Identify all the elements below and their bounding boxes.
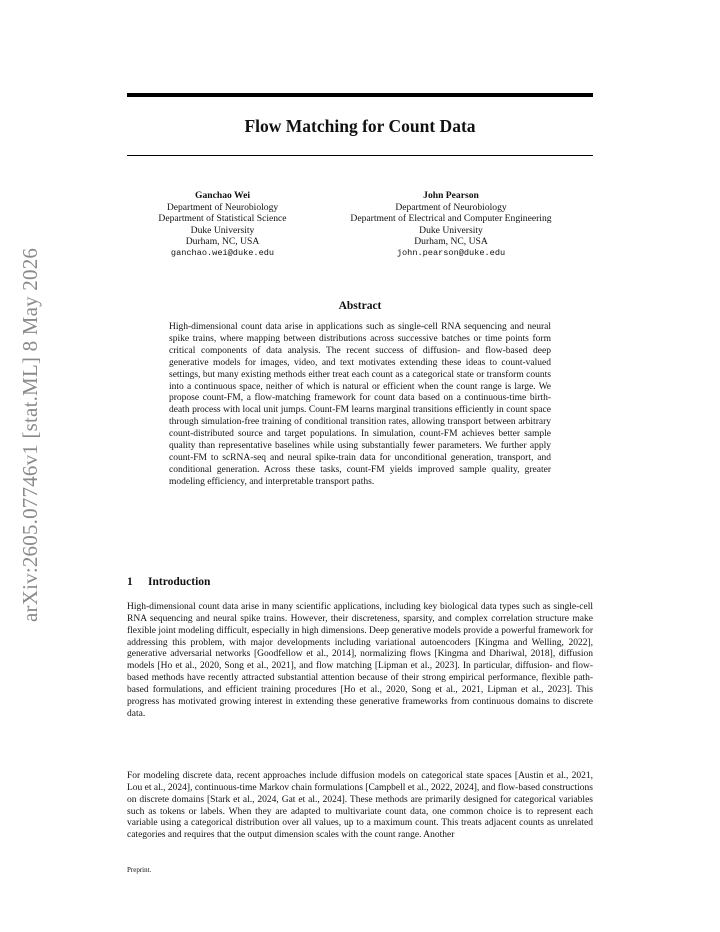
title-bottom-rule xyxy=(127,155,593,156)
body-paragraph: For modeling discrete data, recent approaches include diffusion models on categorical state spaces [Austin et al., 2021, Lou et al., 2024], continuous-time Markov chain formulations [Campbell et al., 2022, 2024], and flow-based constructions on discrete domains [Stark et al., 2024, Gat et al., 2024]. These methods are primarily designed for categorical variables such as tokens or labels. When they are adapted to multivariate count data, one common choice is to represent each variable using a categorical distribution over all values, up to a maximum count. This treats adjacent counts as unrelated categories and requires that the output dimension scales with the count range. Another xyxy=(127,771,593,841)
author-affiliation: Durham, NC, USA xyxy=(414,236,488,248)
arxiv-identifier-stamp xyxy=(18,162,48,622)
section-title: Introduction xyxy=(148,576,211,588)
abstract-heading: Abstract xyxy=(338,300,382,312)
author-name: John Pearson xyxy=(423,190,479,201)
author-affiliation: Department of Neurobiology xyxy=(395,201,507,213)
author-affiliation: Duke University xyxy=(190,224,255,236)
author-name: Ganchao Wei xyxy=(195,190,250,201)
author-block xyxy=(325,190,577,260)
arxiv-identifier-text: arXiv:2605.07746v1 [stat.ML] 8 May 2026 xyxy=(18,247,42,622)
preprint-footer: Preprint. xyxy=(127,866,152,874)
title-top-rule xyxy=(127,93,593,97)
author-email: ganchao.wei@duke.edu xyxy=(170,247,275,258)
author-affiliation: Department of Electrical and Computer Engineering xyxy=(350,213,552,225)
author-email: john.pearson@duke.edu xyxy=(396,247,506,258)
abstract-body: High-dimensional count data arise in applications such as single-cell RNA sequencing and neural spike trains, where mapping between distributions across successive batches or time points form critical components of data analysis. The recent success of diffusion- and flow-based deep generative models for images, video, and text motivates extending these ideas to count-valued settings, but many existing methods either treat each count as a categorical state or transform counts into a continuous space, neither of which is natural or efficient when the count range is large. We propose count-FM, a flow-matching framework for count data based on a continuous-time birth-death process with local unit jumps. Count-FM learns marginal transitions efficiently in count space through simulation-free training of conditional transition rates, allowing transport between arbitrary count-distributed source and target populations. In simulation, count-FM achieves better sample quality than representative baselines while using substantially fewer parameters. We further apply count-FM to scRNA-seq and neural spike-train data for unconditional generation, transport, and conditional generation. Across these tasks, count-FM yields improved sample quality, greater modeling efficiency, and interpretable transport paths. xyxy=(169,322,551,487)
author-block xyxy=(130,190,315,260)
author-affiliation: Department of Statistical Science xyxy=(158,213,287,225)
section-number: 1 xyxy=(127,576,133,588)
section-heading-introduction xyxy=(127,576,210,588)
body-paragraph: High-dimensional count data arise in many scientific applications, including key biological data types such as single-cell RNA sequencing and neural spike trains. However, their discreteness, sparsity, and complex correlation structure make flexible joint modeling difficult, especially in high dimensions. Deep generative models provide a powerful framework for addressing this problem, with major developments including variational autoencoders [Kingma and Welling, 2022], generative adversarial networks [Goodfellow et al., 2014], normalizing flows [Kingma and Dhariwal, 2018], diffusion models [Ho et al., 2020, Song et al., 2021], and flow matching [Lipman et al., 2023]. In particular, diffusion- and flow-based methods have recently attracted substantial attention because of their strong empirical performance, flexible path-based formulations, and efficient training procedures [Ho et al., 2020, Song et al., 2021, Lipman et al., 2023]. This progress has motivated growing interest in extending these generative frameworks from continuous domains to discrete data. xyxy=(127,602,593,719)
author-affiliation: Duke University xyxy=(419,224,483,236)
author-affiliation: Durham, NC, USA xyxy=(185,236,260,248)
paper-title: Flow Matching for Count Data xyxy=(244,116,476,136)
author-affiliation: Department of Neurobiology xyxy=(166,201,279,213)
